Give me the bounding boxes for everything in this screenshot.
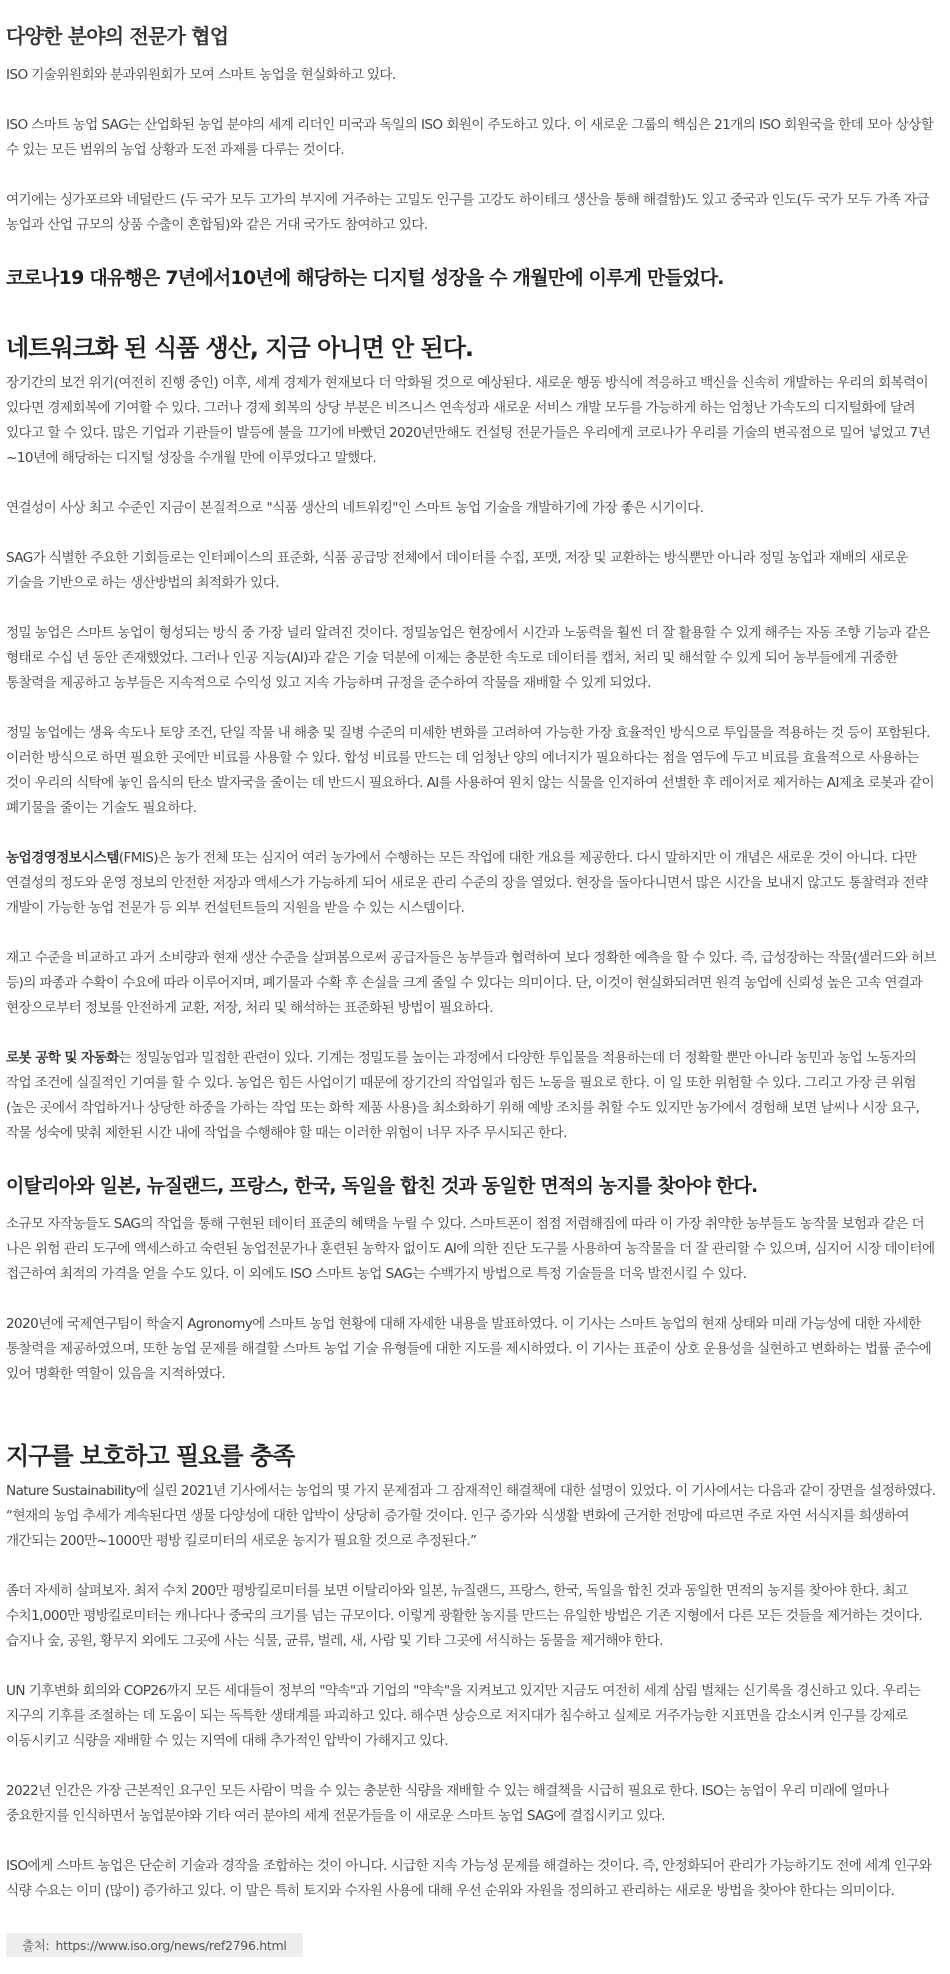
paragraph: 정밀 농업에는 생육 속도나 토양 조건, 단일 작물 내 해충 및 질병 수준의 미세한 변화를 고려하여 가능한 가장 효율적인 방식으로 투입물을 적용하는 것 등이 포함된다. 이러한 방식으로 하면 필요한 곳에만 비료를 사용할 수 있다. 합성 비료를 만드는 데 엄청난 양의 에너지가 필요하다는 점을 염두에 두고 비료를 효율적으로 사용하는 것이 우리의 식탁에 놓인 음식의 탄소 발자국을 줄이는 데 반드시 필요하다. AI를 사용하여 원치 않는 식물을 인지하여 선별한 후 레이저로 제거하는 AI제초 로봇과 같이 폐기물을 줄이는 기술도 필요하다.	[6, 725, 935, 816]
bold-term: 로봇 공학 및 자동화	[6, 1050, 119, 1066]
paragraph-text: (FMIS)은 농가 전체 또는 심지어 여러 농가에서 수행하는 모든 작업에 대한 개요를 제공한다. 다시 말하지만 이 개념은 새로운 것이 아니다. 다만 연결성의 정도와 운영 정보의 안전한 저장과 액세스가 가능하게 되어 새로운 관리 수준의 장을 열었다. 현장을 돌아다니면서 많은 시간을 보내지 않고도 통찰력과 전략 개발이 가능한 농업 전문가 등 외부 컨설턴트들의 지원을 받을 수 있는 시스템이다.	[6, 850, 928, 916]
source-link[interactable]: https://www.iso.org/news/ref2796.html	[55, 1938, 287, 1953]
bold-term: 농업경영정보시스템	[6, 850, 119, 866]
paragraph	[6, 846, 944, 921]
paragraph: ISO 기술위원회와 분과위원회가 모여 스마트 농업을 현실화하고 있다.	[6, 67, 396, 83]
paragraph: ISO에게 스마트 농업은 단순히 기술과 경작을 조합하는 것이 아니다. 시급한 지속 가능성 문제를 해결하는 것이다. 즉, 안정화되어 관리가 가능하기도 전에 세계 인구와 식량 수요는 이미 (많이) 증가하고 있다. 이 말은 특히 토지와 수자원 사용에 대해 우선 순위와 자원을 정의하고 관리하는 새로운 방법을 찾아야 한다는 의미이다.	[6, 1858, 932, 1899]
paragraph: 정밀 농업은 스마트 농업이 형성되는 방식 중 가장 널리 알려진 것이다. 정밀농업은 현장에서 시간과 노동력을 훨씬 더 잘 활용할 수 있게 해주는 자동 조향 기능과 같은 형태로 수십 년 동안 존재했었다. 그러나 인공 지능(AI)과 같은 기술 덕분에 이제는 충분한 속도로 데이터를 캡처, 처리 및 해석할 수 있게 되어 농부들에게 귀중한 통찰력을 제공하고 농부들은 지속적으로 수익성 있고 지속 가능하며 규정을 준수하여 작물을 재배할 수 있게 되었다.	[6, 625, 930, 691]
paragraph: 연결성이 사상 최고 수준인 지금이 본질적으로 "식품 생산의 네트워킹"인 스마트 농업 기술을 개발하기에 가장 좋은 시기이다.	[6, 500, 704, 516]
paragraph: UN 기후변화 회의와 COP26까지 모든 세대들이 정부의 "약속"과 기업의 "약속"을 지켜보고 있지만 지금도 여전히 세계 삼림 벌채는 신기록을 경신하고 있다. 우리는 지구의 기후를 조절하는 데 도움이 되는 독특한 생태계를 파괴하고 있다. 해수면 상승으로 저지대가 침수하고 실제로 거주가능한 지표면을 감소시켜 인구를 강제로 이동시키고 식량을 재배할 수 있는 지역에 대해 추가적인 압박이 가해지고 있다.	[6, 1683, 921, 1749]
paragraph	[6, 1046, 944, 1146]
paragraph: 2020년에 국제연구팀이 학술지 Agronomy에 스마트 농업 현황에 대해 자세한 내용을 발표하였다. 이 기사는 스마트 농업의 현재 상태와 미래 가능성에 대한 자세한 통찰력을 제공하였으며, 또한 농업 문제를 해결할 스마트 농업 기술 유형들에 대한 지도를 제시하였다. 이 기사는 표준이 상호 운용성을 실현하고 변화하는 법률 준수에 있어 명확한 역할이 있음을 지적하였다.	[6, 1316, 932, 1382]
paragraph: 좀더 자세히 살펴보자. 최저 수치 200만 평방킬로미터를 보면 이탈리아와 일본, 뉴질랜드, 프랑스, 한국, 독일을 합친 것과 동일한 면적의 농지를 찾아야 한다. 최고 수치1,000만 평방킬로미터는 캐나다나 중국의 크기를 넘는 규모이다. 이렇게 광활한 농지를 만드는 유일한 방법은 기존 지형에서 다른 모든 것들을 제거하는 것이다. 습지나 숲, 공원, 황무지 외에도 그곳에 사는 식물, 균류, 벌레, 새, 사람 및 기타 그곳에 서식하는 동물을 제거해야 한다.	[6, 1583, 923, 1649]
highlight-heading: 코로나19 대유행은 7년에서10년에 해당하는 디지털 성장을 수 개월만에 이루게 만들었다.	[6, 267, 724, 289]
paragraph: SAG가 식별한 주요한 기회들로는 인터페이스의 표준화, 식품 공급망 전체에서 데이터를 수집, 포맷, 저장 및 교환하는 방식뿐만 아니라 정밀 농업과 재배의 새로운 기술을 기반으로 하는 생산방법의 최적화가 있다.	[6, 550, 908, 591]
paragraph: 재고 수준을 비교하고 과거 소비량과 현재 생산 수준을 살펴봄으로써 공급자들은 농부들과 협력하여 보다 정확한 예측을 할 수 있다. 즉, 급성장하는 작물(샐러드와 허브 등)의 파종과 수확이 수요에 따라 이루어지며, 폐기물과 수확 후 손실을 크게 줄일 수 있다는 의미이다. 단, 이것이 현실화되려면 원격 농업에 신뢰성 높은 고속 연결과 현장으로부터 정보를 안전하게 교환, 저장, 처리 및 해석하는 표준화된 방법이 필요하다.	[6, 950, 936, 1016]
section-heading: 네트워크화 된 식품 생산, 지금 아니면 안 된다.	[6, 334, 474, 362]
paragraph: 소규모 자작농들도 SAG의 작업을 통해 구현된 데이터 표준의 혜택을 누릴 수 있다. 스마트폰이 점점 저렴해짐에 따라 이 가장 취약한 농부들도 농작물 보험과 같은 더 나은 위험 관리 도구에 액세스하고 숙련된 농업전문가나 훈련된 농학자 없이도 AI에 의한 진단 도구를 사용하여 농작물을 더 잘 관리할 수 있으며, 심지어 시장 데이터에 접근하여 최적의 가격을 얻을 수도 있다. 이 외에도 ISO 스마트 농업 SAG는 수백가지 방법으로 특정 기술들을 더욱 발전시킬 수 있다.	[6, 1216, 935, 1282]
paragraph: 여기에는 싱가포르와 네덜란드 (두 국가 모두 고가의 부지에 거주하는 고밀도 인구를 고강도 하이테크 생산을 통해 해결함)도 있고 중국과 인도(두 국가 모두 가족 자급 농업과 산업 규모의 상품 수출이 혼합됨)와 같은 거대 국가도 참여하고 있다.	[6, 192, 930, 233]
paragraph: ISO 스마트 농업 SAG는 산업화된 농업 분야의 세계 리더인 미국과 독일의 ISO 회원이 주도하고 있다. 이 새로운 그룹의 핵심은 21개의 ISO 회원국을 한데 모아 상상할 수 있는 모든 범위의 농업 상황과 도전 과제를 다루는 것이다.	[6, 117, 934, 158]
paragraph-text: 는 정밀농업과 밀접한 관련이 있다. 기계는 정밀도를 높이는 과정에서 다양한 투입물을 적용하는데 더 정확할 뿐만 아니라 농민과 농업 노동자의 작업 조건에 실질적인 기여를 할 수 있다. 농업은 힘든 사업이기 때문에 장기간의 작업일과 힘든 노동을 필요로 한다. 이 일 또한 위험할 수 있다. 그리고 가장 큰 위험(높은 곳에서 작업하거나 상당한 하중을 가하는 작업 또는 화학 제품 사용)을 최소화하기 위해 예방 조치를 취할 수도 있지만 농가에서 경험해 보면 날씨나 시장 요구, 작물 성숙에 맞춰 제한된 시간 내에 작업을 수행해야 할 때는 이러한 위험이 너무 자주 무시되곤 한다.	[6, 1050, 920, 1141]
section-heading: 지구를 보호하고 필요를 충족	[6, 1442, 295, 1470]
highlight-heading: 이탈리아와 일본, 뉴질랜드, 프랑스, 한국, 독일을 합친 것과 동일한 면적의 농지를 찾아야 한다.	[6, 1175, 758, 1197]
section-heading: 다양한 분야의 전문가 협업	[6, 24, 229, 48]
paragraph: 장기간의 보건 위기(여전히 진행 중인) 이후, 세계 경제가 현재보다 더 악화될 것으로 예상된다. 새로운 행동 방식에 적응하고 백신을 신속히 개발하는 우리의 회복력이 있다면 경제회복에 기여할 수 있다. 그러나 경제 회복의 상당 부분은 비즈니스 연속성과 새로운 서비스 개발 모두를 가능하게 하는 엄청난 가속도의 디지털화에 달려 있다고 할 수 있다. 많은 기업과 기관들이 발등에 불을 끄기에 바빴던 2020년만해도 컨설팅 전문가들은 우리에게 코로나가 우리를 기술의 변곡점으로 밀어 넣었고 7년~10년에 해당하는 디지털 성장을 수개월 만에 이루었다고 말했다.	[6, 375, 931, 466]
source-label: 출처:	[22, 1938, 50, 1953]
source-citation	[6, 1933, 303, 1957]
paragraph: 2022년 인간은 가장 근본적인 요구인 모든 사람이 먹을 수 있는 충분한 식량을 재배할 수 있는 해결책을 시급히 필요로 한다. ISO는 농업이 우리 미래에 얼마나 중요한지를 인식하면서 농업분야와 기타 여러 분야의 세계 전문가들을 이 새로운 스마트 농업 SAG에 결집시키고 있다.	[6, 1783, 889, 1824]
paragraph: Nature Sustainability에 실린 2021년 기사에서는 농업의 몇 가지 문제점과 그 잠재적인 해결책에 대한 설명이 있었다. 이 기사에서는 다음과 같이 장면을 설정하였다. “현재의 농업 추세가 계속된다면 생물 다양성에 대한 압박이 상당히 증가할 것이다. 인구 증가와 식생활 변화에 근거한 전망에 따르면 주로 자연 서식지를 희생하여 개간되는 200만~1000만 평방 킬로미터의 새로운 농지가 필요할 것으로 추정된다.”	[6, 1483, 936, 1549]
